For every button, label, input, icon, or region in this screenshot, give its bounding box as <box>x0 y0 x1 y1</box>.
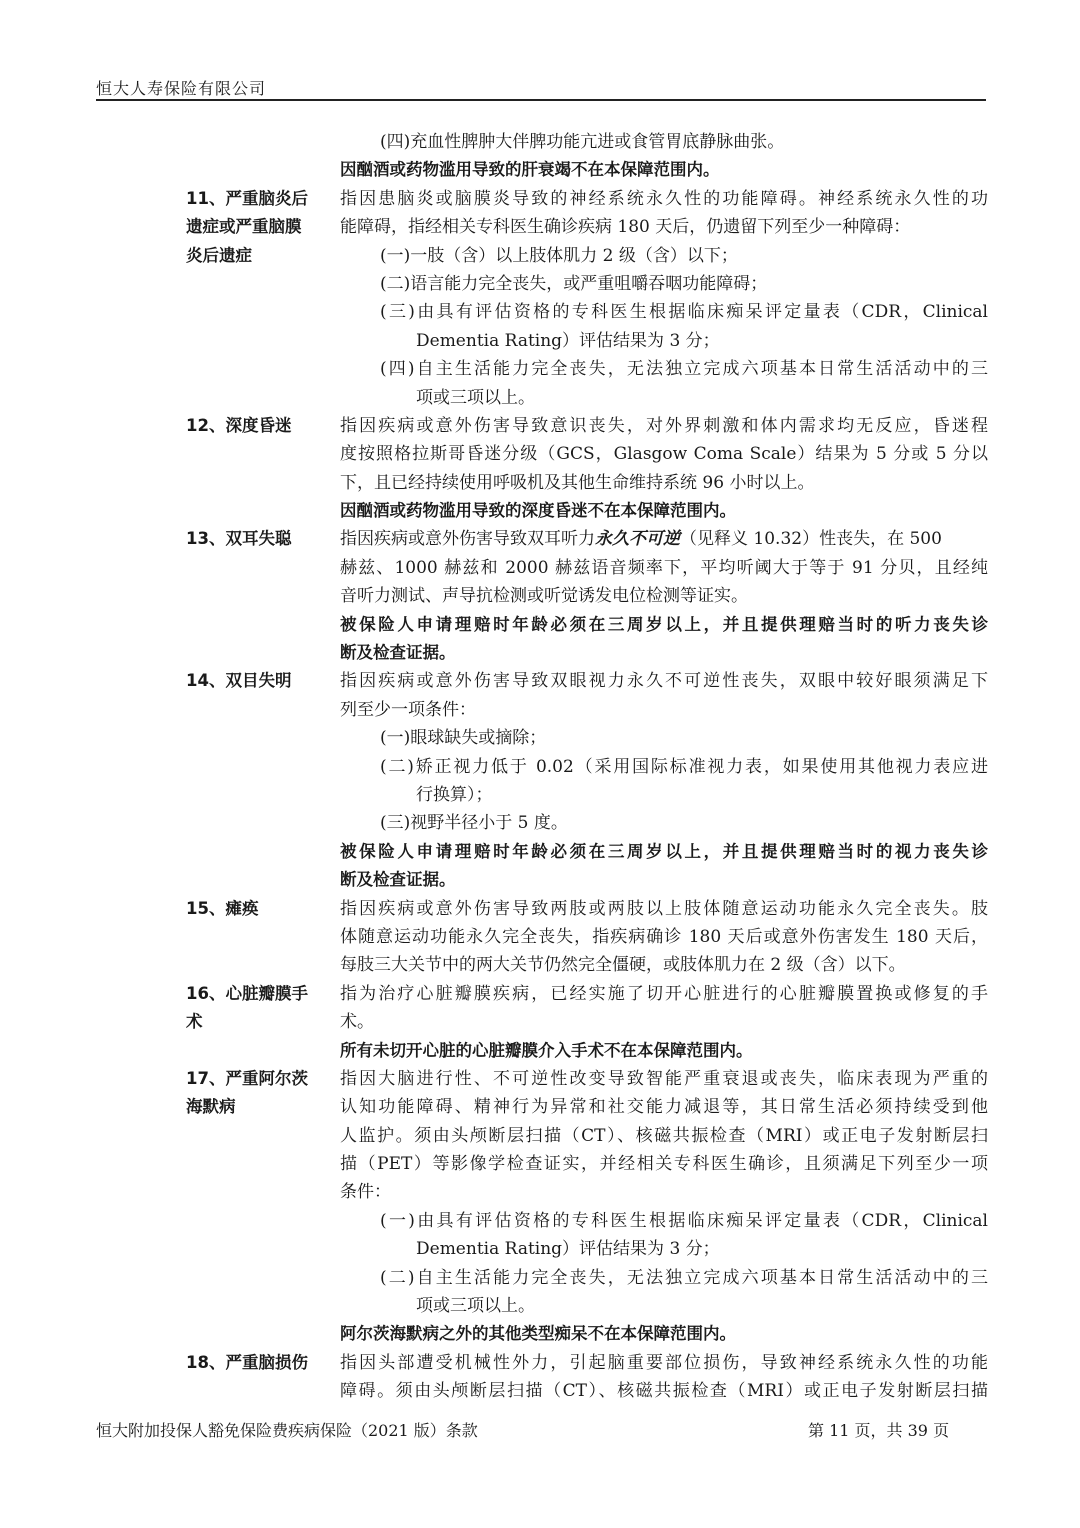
definition-text: 体随意运动功能永久完全丧失，指疾病确诊 180 天后或意外伤害发生 180 天后， <box>340 926 988 947</box>
definition-text: 条件： <box>340 1182 391 1203</box>
header-divider <box>96 99 986 101</box>
definition-text: 赫兹、1000 赫兹和 2000 赫兹语音频率下，平均听阈大于等于 91 分贝，且经纯 <box>340 557 988 578</box>
exclusion-note: 阿尔茨海默病之外的其他类型痴呆不在本保障范围内。 <box>340 1324 736 1344</box>
definition-text: 描（PET）等影像学检查证实，并经相关专科医生确诊，且须满足下列至少一项 <box>340 1154 988 1175</box>
list-item: (三)视野半径小于 5 度。 <box>380 813 568 834</box>
exclusion-note: 所有未切开心脏的心脏瓣膜介入手术不在本保障范围内。 <box>340 1040 753 1060</box>
requirement-note: 断及检查证据。 <box>340 870 456 890</box>
clause-body <box>0 128 1080 1406</box>
definition-text: 认知功能障碍、精神行为异常和社交能力减退等，其日常生活必须持续受到他 <box>340 1097 988 1118</box>
definition-text: 指因疾病或意外伤害导致双眼视力永久不可逆性丧失，双眼中较好眼须满足下 <box>340 671 988 692</box>
list-item-continued: Dementia Rating）评估结果为 3 分； <box>416 1239 720 1260</box>
list-item-continued: Dementia Rating）评估结果为 3 分； <box>416 330 720 351</box>
term-title: 16、心脏瓣膜手 <box>186 983 308 1003</box>
list-item: (一)由具有评估资格的专科医生根据临床痴呆评定量表（CDR，Clinical <box>380 1210 988 1231</box>
definition-text: 下，且已经持续使用呼吸机及其他生命维持系统 96 小时以上。 <box>340 472 815 493</box>
list-item: (四)自主生活能力完全丧失，无法独立完成六项基本日常生活活动中的三 <box>380 359 988 380</box>
definition-text: 指因头部遭受机械性外力，引起脑重要部位损伤，导致神经系统永久性的功能 <box>340 1352 988 1373</box>
definition-text: 每肢三大关节中的两大关节仍然完全僵硬，或肢体肌力在 2 级（含）以下。 <box>340 955 906 976</box>
definition-text: 度按照格拉斯哥昏迷分级（GCS，Glasgow Coma Scale）结果为 5 分或 5 分以 <box>340 444 988 465</box>
definition-text: 指因疾病或意外伤害导致两肢或两肢以上肢体随意运动功能永久完全丧失。肢 <box>340 898 988 919</box>
definition-text: 指因患脑炎或脑膜炎导致的神经系统永久性的功能障碍。神经系统永久性的功 <box>340 188 988 209</box>
emphasis-text: 永久不可逆 <box>595 529 680 550</box>
term-title: 17、严重阿尔茨 <box>186 1068 308 1088</box>
list-item: (二)自主生活能力完全丧失，无法独立完成六项基本日常生活活动中的三 <box>380 1267 988 1288</box>
definition-text: 术。 <box>340 1012 374 1033</box>
definition-text: 人监护。须由头颅断层扫描（CT）、核磁共振检查（MRI）或正电子发射断层扫 <box>340 1125 988 1146</box>
list-item: (三)由具有评估资格的专科医生根据临床痴呆评定量表（CDR，Clinical <box>380 302 988 323</box>
exclusion-note: 因酗酒或药物滥用导致的肝衰竭不在本保障范围内。 <box>340 160 720 180</box>
definition-text: 指为治疗心脏瓣膜疾病，已经实施了切开心脏进行的心脏瓣膜置换或修复的手 <box>340 983 988 1004</box>
term-title: 15、瘫痪 <box>186 898 259 918</box>
definition-text: 能障碍，指经相关专科医生确诊疾病 180 天后，仍遗留下列至少一种障碍： <box>340 217 911 238</box>
list-item: (一)眼球缺失或摘除； <box>380 728 547 749</box>
term-title: 13、双耳失聪 <box>186 529 292 549</box>
requirement-note: 被保险人申请理赔时年龄必须在三周岁以上，并且提供理赔当时的视力丧失诊 <box>340 841 988 861</box>
exclusion-note: 因酗酒或药物滥用导致的深度昏迷不在本保障范围内。 <box>340 501 736 521</box>
definition-text: 指因大脑进行性、不可逆性改变导致智能严重衰退或丧失，临床表现为严重的 <box>340 1068 988 1089</box>
requirement-note: 断及检查证据。 <box>340 643 456 663</box>
list-item: (一)一肢（含）以上肢体肌力 2 级（含）以下； <box>380 245 738 266</box>
term-title: 遗症或严重脑膜 <box>186 217 302 237</box>
list-item-continued: 项或三项以上。 <box>416 1296 535 1317</box>
term-title: 14、双目失明 <box>186 671 292 691</box>
list-item: (二)语言能力完全丧失，或严重咀嚼吞咽功能障碍； <box>380 273 768 294</box>
term-title: 12、深度昏迷 <box>186 415 292 435</box>
term-title: 11、严重脑炎后 <box>186 188 308 208</box>
term-title: 18、严重脑损伤 <box>186 1352 308 1372</box>
definition-text: 列至少一项条件： <box>340 699 476 720</box>
definition-text: 指因疾病或意外伤害导致意识丧失，对外界刺激和体内需求均无反应，昏迷程 <box>340 415 988 436</box>
definition-text: 音听力测试、声导抗检测或听觉诱发电位检测等证实。 <box>340 586 748 607</box>
definition-text: 指因疾病或意外伤害导致双耳听力永久不可逆（见释义 10.32）性丧失，在 500 <box>340 529 942 550</box>
list-item-continued: 行换算）； <box>416 784 493 805</box>
list-item: (二)矫正视力低于 0.02（采用国际标准视力表，如果使用其他视力表应进 <box>380 756 988 777</box>
requirement-note: 被保险人申请理赔时年龄必须在三周岁以上，并且提供理赔当时的听力丧失诊 <box>340 614 988 634</box>
definition-text: 障碍。须由头颅断层扫描（CT）、核磁共振检查（MRI）或正电子发射断层扫描 <box>340 1381 988 1402</box>
term-title: 海默病 <box>186 1097 236 1117</box>
header-company: 恒大人寿保险有限公司 <box>96 79 267 98</box>
list-item-continued: 项或三项以上。 <box>416 387 535 408</box>
term-title: 术 <box>186 1012 203 1032</box>
list-item: (四)充血性脾肿大伴脾功能亢进或食管胃底静脉曲张。 <box>380 132 785 152</box>
term-title: 炎后遗症 <box>186 245 252 265</box>
footer-doc-title: 恒大附加投保人豁免保险费疾病保险（2021 版）条款 <box>96 1421 478 1440</box>
footer-page-number: 第 11 页，共 39 页 <box>808 1421 950 1440</box>
